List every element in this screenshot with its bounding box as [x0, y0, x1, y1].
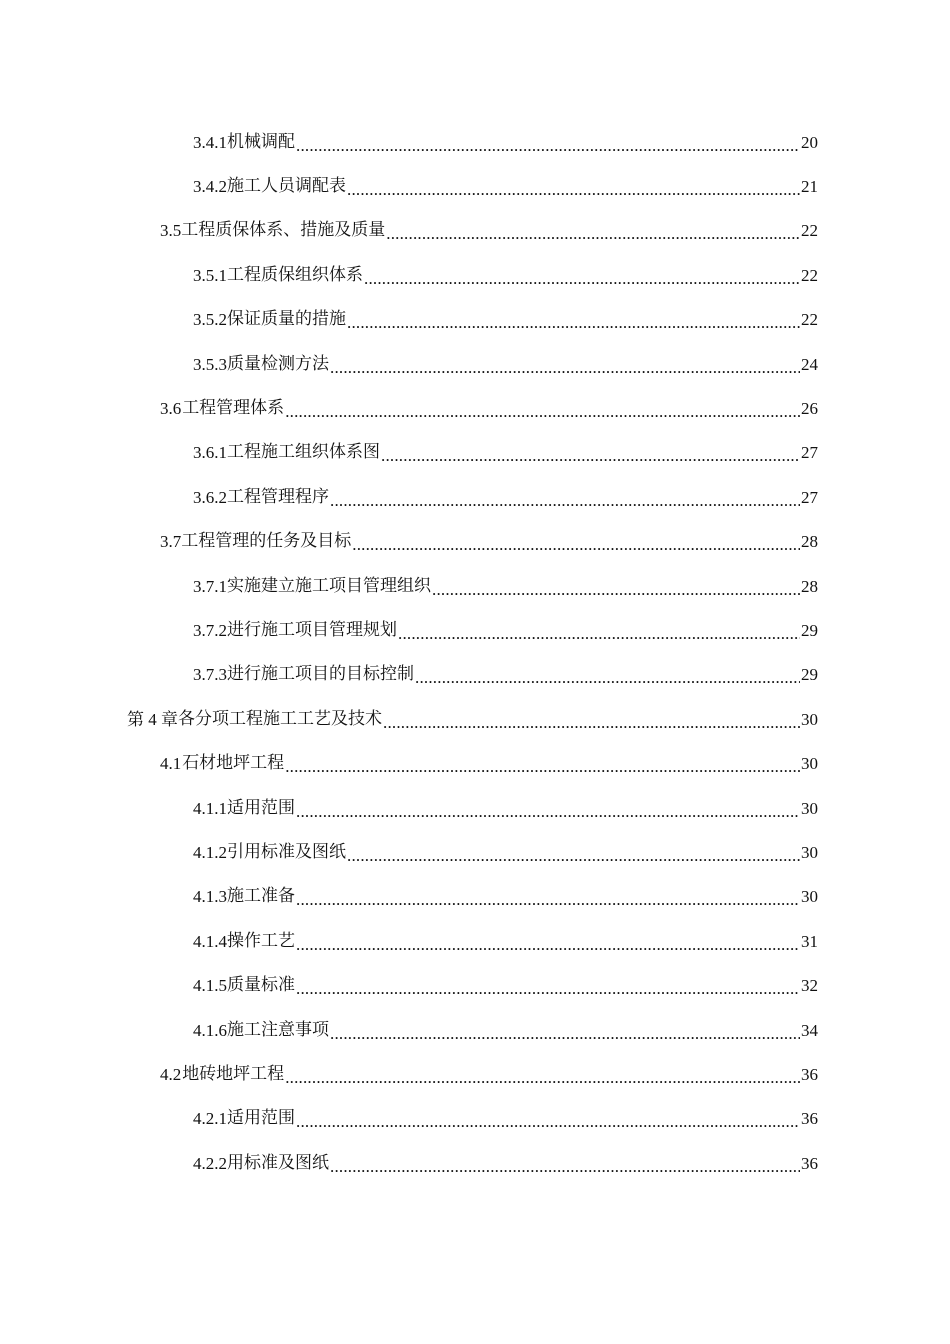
toc-entry-title: 施工人员调配表	[227, 176, 346, 197]
toc-entry-page: 22	[801, 310, 818, 330]
toc-entry[interactable]	[0, 608, 950, 652]
toc-entry-page: 24	[801, 354, 818, 374]
toc-entry-title: 实施建立施工项目管理组织	[227, 575, 431, 596]
toc-entry[interactable]	[0, 1141, 950, 1185]
toc-entry-page: 28	[801, 576, 818, 596]
toc-entry-title: 工程管理程序	[227, 486, 329, 507]
toc-entry-title: 石材地坪工程	[182, 753, 285, 774]
toc-entry-title: 质量检测方法	[227, 353, 329, 374]
toc-entry-page: 30	[801, 842, 818, 862]
toc-entry[interactable]	[0, 342, 950, 386]
toc-entry-page: 32	[801, 976, 818, 996]
dot-leader	[330, 359, 800, 376]
toc-entry[interactable]	[0, 564, 950, 608]
toc-entry-page: 36	[801, 1109, 818, 1129]
toc-entry-number: 3.7	[160, 532, 182, 552]
toc-entry-page: 31	[801, 931, 818, 951]
dot-leader	[330, 492, 800, 509]
toc-entry-title: 机械调配	[227, 131, 295, 152]
toc-entry-page: 28	[801, 532, 818, 552]
dot-leader	[330, 1025, 800, 1042]
dot-leader	[398, 625, 800, 642]
toc-entry-title: 工程施工组织体系图	[227, 442, 380, 463]
toc-entry-number: 3.7.3	[193, 665, 227, 685]
toc-entry[interactable]	[0, 830, 950, 874]
toc-entry-number: 4.1	[160, 754, 182, 774]
toc-entry-page: 27	[801, 487, 818, 507]
dot-leader	[285, 1069, 800, 1086]
toc-entry-page: 36	[801, 1153, 818, 1173]
dot-leader	[296, 1113, 800, 1130]
toc-entry[interactable]	[0, 520, 950, 564]
toc-entry-title: 工程管理的任务及目标	[181, 531, 352, 552]
toc-entry-title: 保证质量的措施	[227, 309, 346, 330]
toc-entry-number: 4.2	[160, 1064, 182, 1084]
dot-leader	[296, 891, 800, 908]
toc-entry-title: 适用范围	[227, 1108, 295, 1129]
dot-leader	[352, 536, 800, 553]
toc-entry-number: 4.1.5	[193, 976, 227, 996]
toc-entry-number: 4.1.2	[193, 842, 227, 862]
dot-leader	[347, 181, 800, 198]
toc-entry-page: 30	[801, 754, 818, 774]
toc-entry-number: 4.2.1	[193, 1109, 227, 1129]
toc-entry[interactable]	[0, 963, 950, 1007]
toc-entry-number: 4.1.1	[193, 798, 227, 818]
toc-entry[interactable]	[0, 431, 950, 475]
toc-entry-number: 3.5.2	[193, 310, 227, 330]
dot-leader	[432, 581, 800, 598]
toc-entry[interactable]	[0, 475, 950, 519]
toc-entry-page: 30	[801, 798, 818, 818]
dot-leader	[381, 447, 800, 464]
toc-entry[interactable]	[0, 253, 950, 297]
toc-entry-number: 3.6.1	[193, 443, 227, 463]
toc-entry-title: 地砖地坪工程	[182, 1063, 285, 1084]
dot-leader	[296, 137, 800, 154]
toc-entry-title: 施工准备	[227, 886, 295, 907]
toc-entry[interactable]	[0, 1052, 950, 1096]
dot-leader	[296, 803, 800, 820]
toc-entry-page: 22	[801, 265, 818, 285]
toc-entry-number: 4.2.2	[193, 1153, 227, 1173]
toc-entry-title: 工程质保组织体系	[227, 264, 363, 285]
toc-entry-page: 27	[801, 443, 818, 463]
dot-leader	[364, 270, 800, 287]
table-of-contents	[0, 120, 950, 1185]
toc-entry-number: 3.4.2	[193, 177, 227, 197]
toc-entry-number: 3.6.2	[193, 487, 227, 507]
toc-entry-number: 4.1.6	[193, 1020, 227, 1040]
dot-leader	[285, 403, 800, 420]
toc-entry-number: 3.7.1	[193, 576, 227, 596]
toc-entry-number: 3.6	[160, 399, 182, 419]
toc-entry-page: 22	[801, 221, 818, 241]
toc-entry[interactable]	[0, 875, 950, 919]
toc-entry-page: 30	[801, 709, 818, 729]
dot-leader	[415, 669, 800, 686]
dot-leader	[383, 714, 800, 731]
toc-entry-number: 3.5.3	[193, 354, 227, 374]
dot-leader	[330, 1158, 800, 1175]
dot-leader	[296, 980, 800, 997]
dot-leader	[386, 225, 800, 242]
toc-entry[interactable]	[0, 164, 950, 208]
toc-entry[interactable]	[0, 1008, 950, 1052]
toc-entry[interactable]	[0, 919, 950, 963]
toc-entry-title: 工程质保体系、措施及质量	[181, 220, 386, 241]
toc-entry-title: 各分项工程施工工艺及技术	[178, 708, 382, 729]
toc-entry-page: 34	[801, 1020, 818, 1040]
toc-entry-title: 施工注意事项	[227, 1019, 329, 1040]
toc-entry-page: 26	[801, 399, 818, 419]
toc-entry-page: 29	[801, 665, 818, 685]
toc-entry[interactable]	[0, 386, 950, 430]
toc-entry-page: 29	[801, 620, 818, 640]
toc-entry-title: 引用标准及图纸	[227, 841, 346, 862]
toc-entry-page: 20	[801, 132, 818, 152]
toc-entry-title: 质量标准	[227, 975, 295, 996]
dot-leader	[296, 936, 800, 953]
toc-entry-number: 4.1.3	[193, 887, 227, 907]
toc-entry-title: 适用范围	[227, 797, 295, 818]
toc-entry[interactable]	[0, 209, 950, 253]
toc-entry-title: 进行施工项目的目标控制	[227, 664, 414, 685]
toc-entry-page: 21	[801, 177, 818, 197]
toc-entry-page: 30	[801, 887, 818, 907]
toc-entry-title: 操作工艺	[227, 930, 295, 951]
toc-entry-number: 3.5	[160, 221, 182, 241]
toc-entry[interactable]	[0, 741, 950, 785]
dot-leader	[347, 314, 800, 331]
toc-entry-title: 用标准及图纸	[227, 1152, 329, 1173]
toc-entry-title: 工程管理体系	[182, 398, 285, 419]
toc-entry-page: 36	[801, 1064, 818, 1084]
toc-entry[interactable]	[0, 298, 950, 342]
toc-entry[interactable]	[0, 120, 950, 164]
toc-entry-number: 3.4.1	[193, 132, 227, 152]
toc-entry-number: 3.5.1	[193, 265, 227, 285]
dot-leader	[347, 847, 800, 864]
toc-entry-number: 4.1.4	[193, 931, 227, 951]
dot-leader	[285, 758, 800, 775]
toc-entry[interactable]	[0, 786, 950, 830]
toc-entry-number: 3.7.2	[193, 620, 227, 640]
toc-entry[interactable]	[0, 1097, 950, 1141]
toc-entry-number: 第 4 章	[127, 709, 178, 729]
toc-entry[interactable]	[0, 697, 950, 741]
toc-entry-title: 进行施工项目管理规划	[227, 619, 397, 640]
toc-entry[interactable]	[0, 653, 950, 697]
